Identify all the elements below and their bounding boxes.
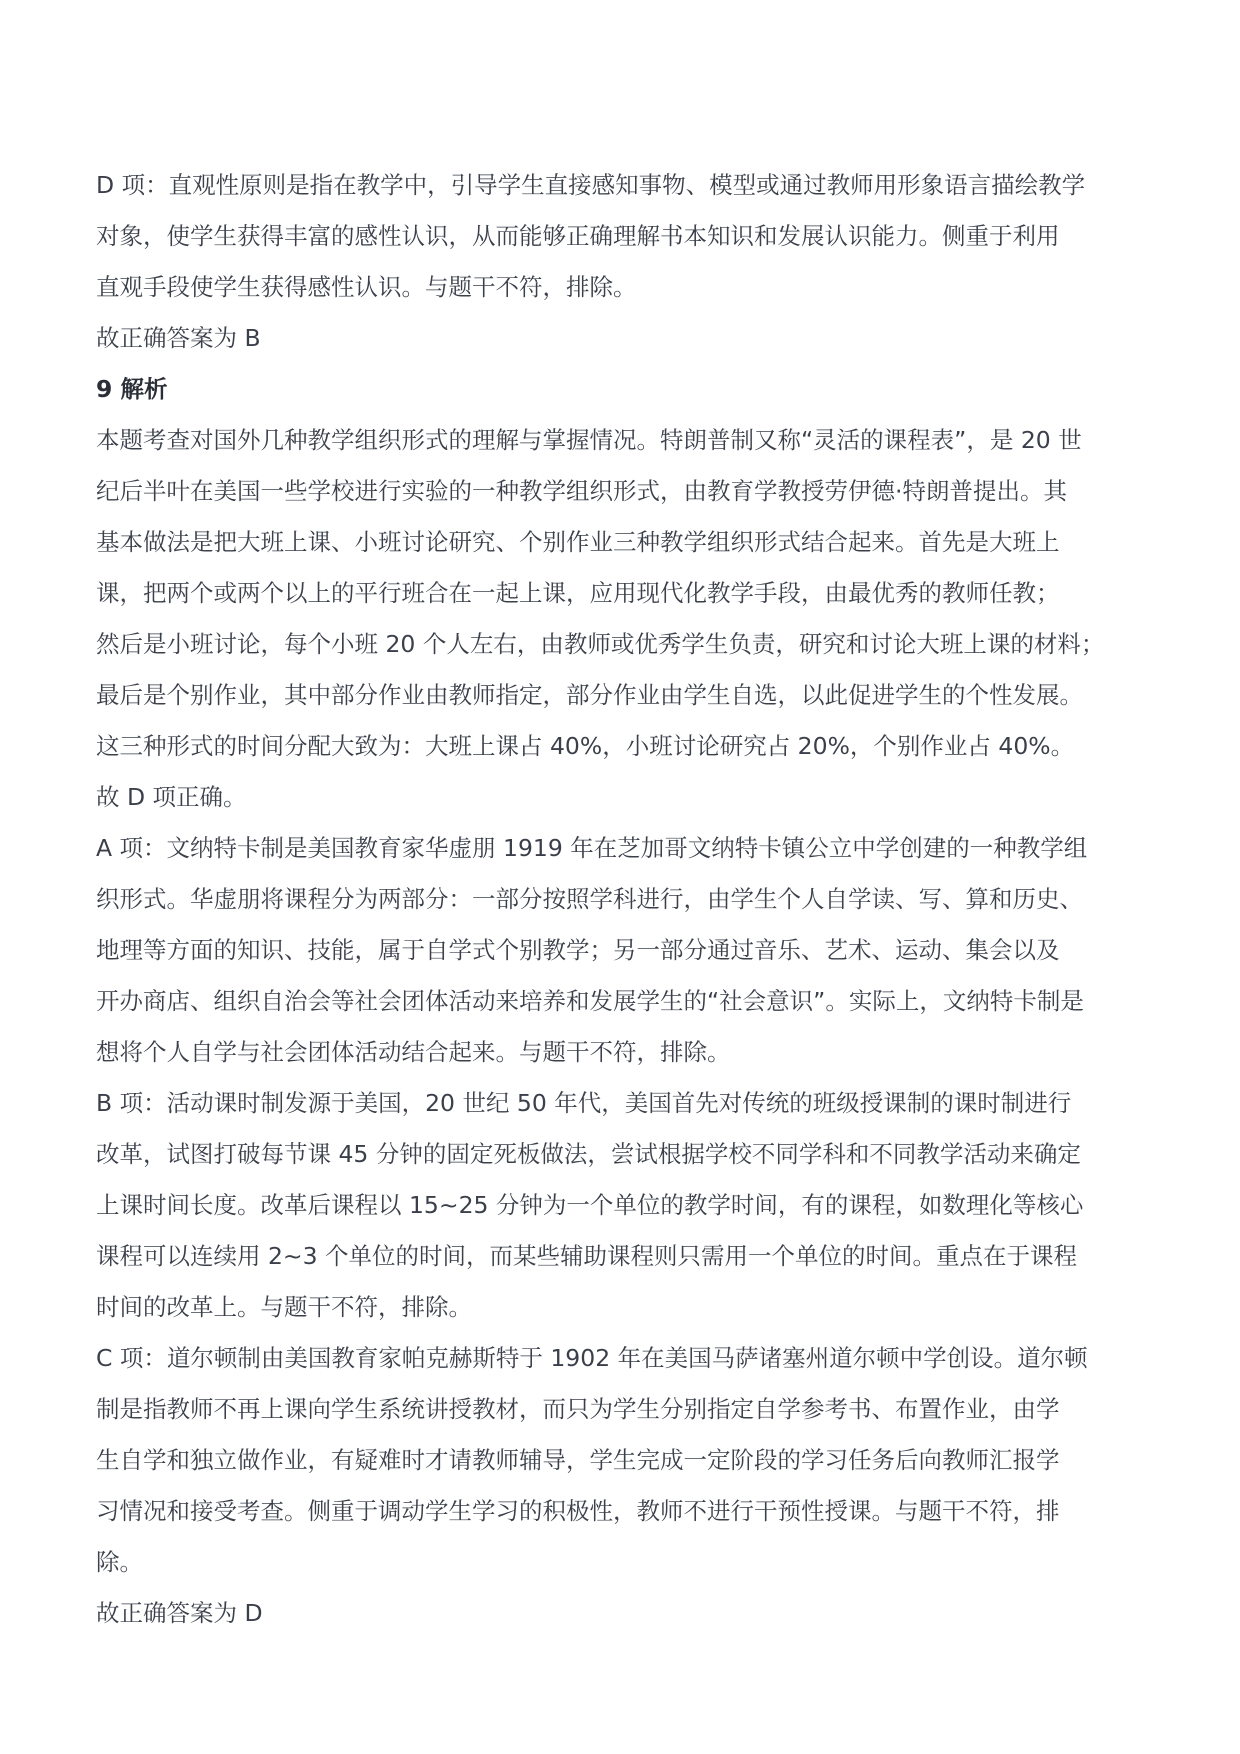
text-line: 这三种形式的时间分配大致为：大班上课占 40%，小班讨论研究占 20%，个别作业占 40%。 (96, 732, 1075, 760)
heading-text: 9 解析 (96, 375, 168, 403)
text-line: 基本做法是把大班上课、小班讨论研究、个别作业三种教学组织形式结合起来。首先是大班上 (96, 528, 1060, 556)
text-line: 纪后半叶在美国一些学校进行实验的一种教学组织形式，由教育学教授劳伊德·特朗普提出。其 (96, 477, 1067, 505)
paragraph-option-d (96, 160, 1160, 313)
paragraph-analysis-intro (96, 415, 1160, 823)
text-line: 本题考查对国外几种教学组织形式的理解与掌握情况。特朗普制又称“灵活的课程表”，是 20 世 (96, 426, 1082, 454)
text-line: 习情况和接受考查。侧重于调动学生学习的积极性，教师不进行干预性授课。与题干不符，排 (96, 1497, 1060, 1525)
text-line: 制是指教师不再上课向学生系统讲授教材，而只为学生分别指定自学参考书、布置作业，由学 (96, 1395, 1060, 1423)
paragraph-option-b (96, 1078, 1160, 1333)
text-line: 故 D 项正确。 (96, 783, 247, 811)
text-line: 然后是小班讨论，每个小班 20 个人左右，由教师或优秀学生负责，研究和讨论大班上课的材料； (96, 630, 1105, 658)
text-line: 故正确答案为 B (96, 324, 261, 352)
text-line: B 项：活动课时制发源于美国，20 世纪 50 年代，美国首先对传统的班级授课制的课时制进行 (96, 1089, 1072, 1117)
text-line: 课程可以连续用 2~3 个单位的时间，而某些辅助课程则只需用一个单位的时间。重点在于课程 (96, 1242, 1078, 1270)
text-line: 直观手段使学生获得感性认识。与题干不符，排除。 (96, 273, 637, 301)
text-line: 织形式。华虚朋将课程分为两部分：一部分按照学科进行，由学生个人自学读、写、算和历史、 (96, 885, 1083, 913)
text-line: 地理等方面的知识、技能，属于自学式个别教学；另一部分通过音乐、艺术、运动、集会以及 (96, 936, 1060, 964)
text-line: 最后是个别作业，其中部分作业由教师指定，部分作业由学生自选，以此促进学生的个性发展。 (96, 681, 1083, 709)
text-line: 故正确答案为 D (96, 1599, 263, 1627)
text-line: 上课时间长度。改革后课程以 15~25 分钟为一个单位的教学时间，有的课程，如数理化等核心 (96, 1191, 1084, 1219)
text-line: 对象，使学生获得丰富的感性认识，从而能够正确理解书本知识和发展认识能力。侧重于利用 (96, 222, 1060, 250)
text-line: 除。 (96, 1548, 143, 1576)
text-line: D 项：直观性原则是指在教学中，引导学生直接感知事物、模型或通过教师用形象语言描绘教学 (96, 171, 1086, 199)
paragraph-option-c (96, 1333, 1160, 1588)
text-line: 改革，试图打破每节课 45 分钟的固定死板做法，尝试根据学校不同学科和不同教学活动来确定 (96, 1140, 1081, 1168)
text-line: 时间的改革上。与题干不符，排除。 (96, 1293, 472, 1321)
answer-line-8 (96, 313, 1160, 364)
text-line: 课，把两个或两个以上的平行班合在一起上课，应用现代化教学手段，由最优秀的教师任教； (96, 579, 1060, 607)
text-line: 生自学和独立做作业，有疑难时才请教师辅导，学生完成一定阶段的学习任务后向教师汇报学 (96, 1446, 1060, 1474)
answer-line-9 (96, 1588, 1160, 1639)
text-line: 想将个人自学与社会团体活动结合起来。与题干不符，排除。 (96, 1038, 731, 1066)
text-line: 开办商店、组织自治会等社会团体活动来培养和发展学生的“社会意识”。实际上，文纳特卡制是 (96, 987, 1084, 1015)
document-body (96, 160, 1160, 1639)
text-line: C 项：道尔顿制由美国教育家帕克赫斯特于 1902 年在美国马萨诸塞州道尔顿中学创设。道尔顿 (96, 1344, 1088, 1372)
paragraph-option-a (96, 823, 1160, 1078)
text-line: A 项：文纳特卡制是美国教育家华虚朋 1919 年在芝加哥文纳特卡镇公立中学创建的一种教学组 (96, 834, 1088, 862)
section-heading-9 (96, 364, 1160, 415)
